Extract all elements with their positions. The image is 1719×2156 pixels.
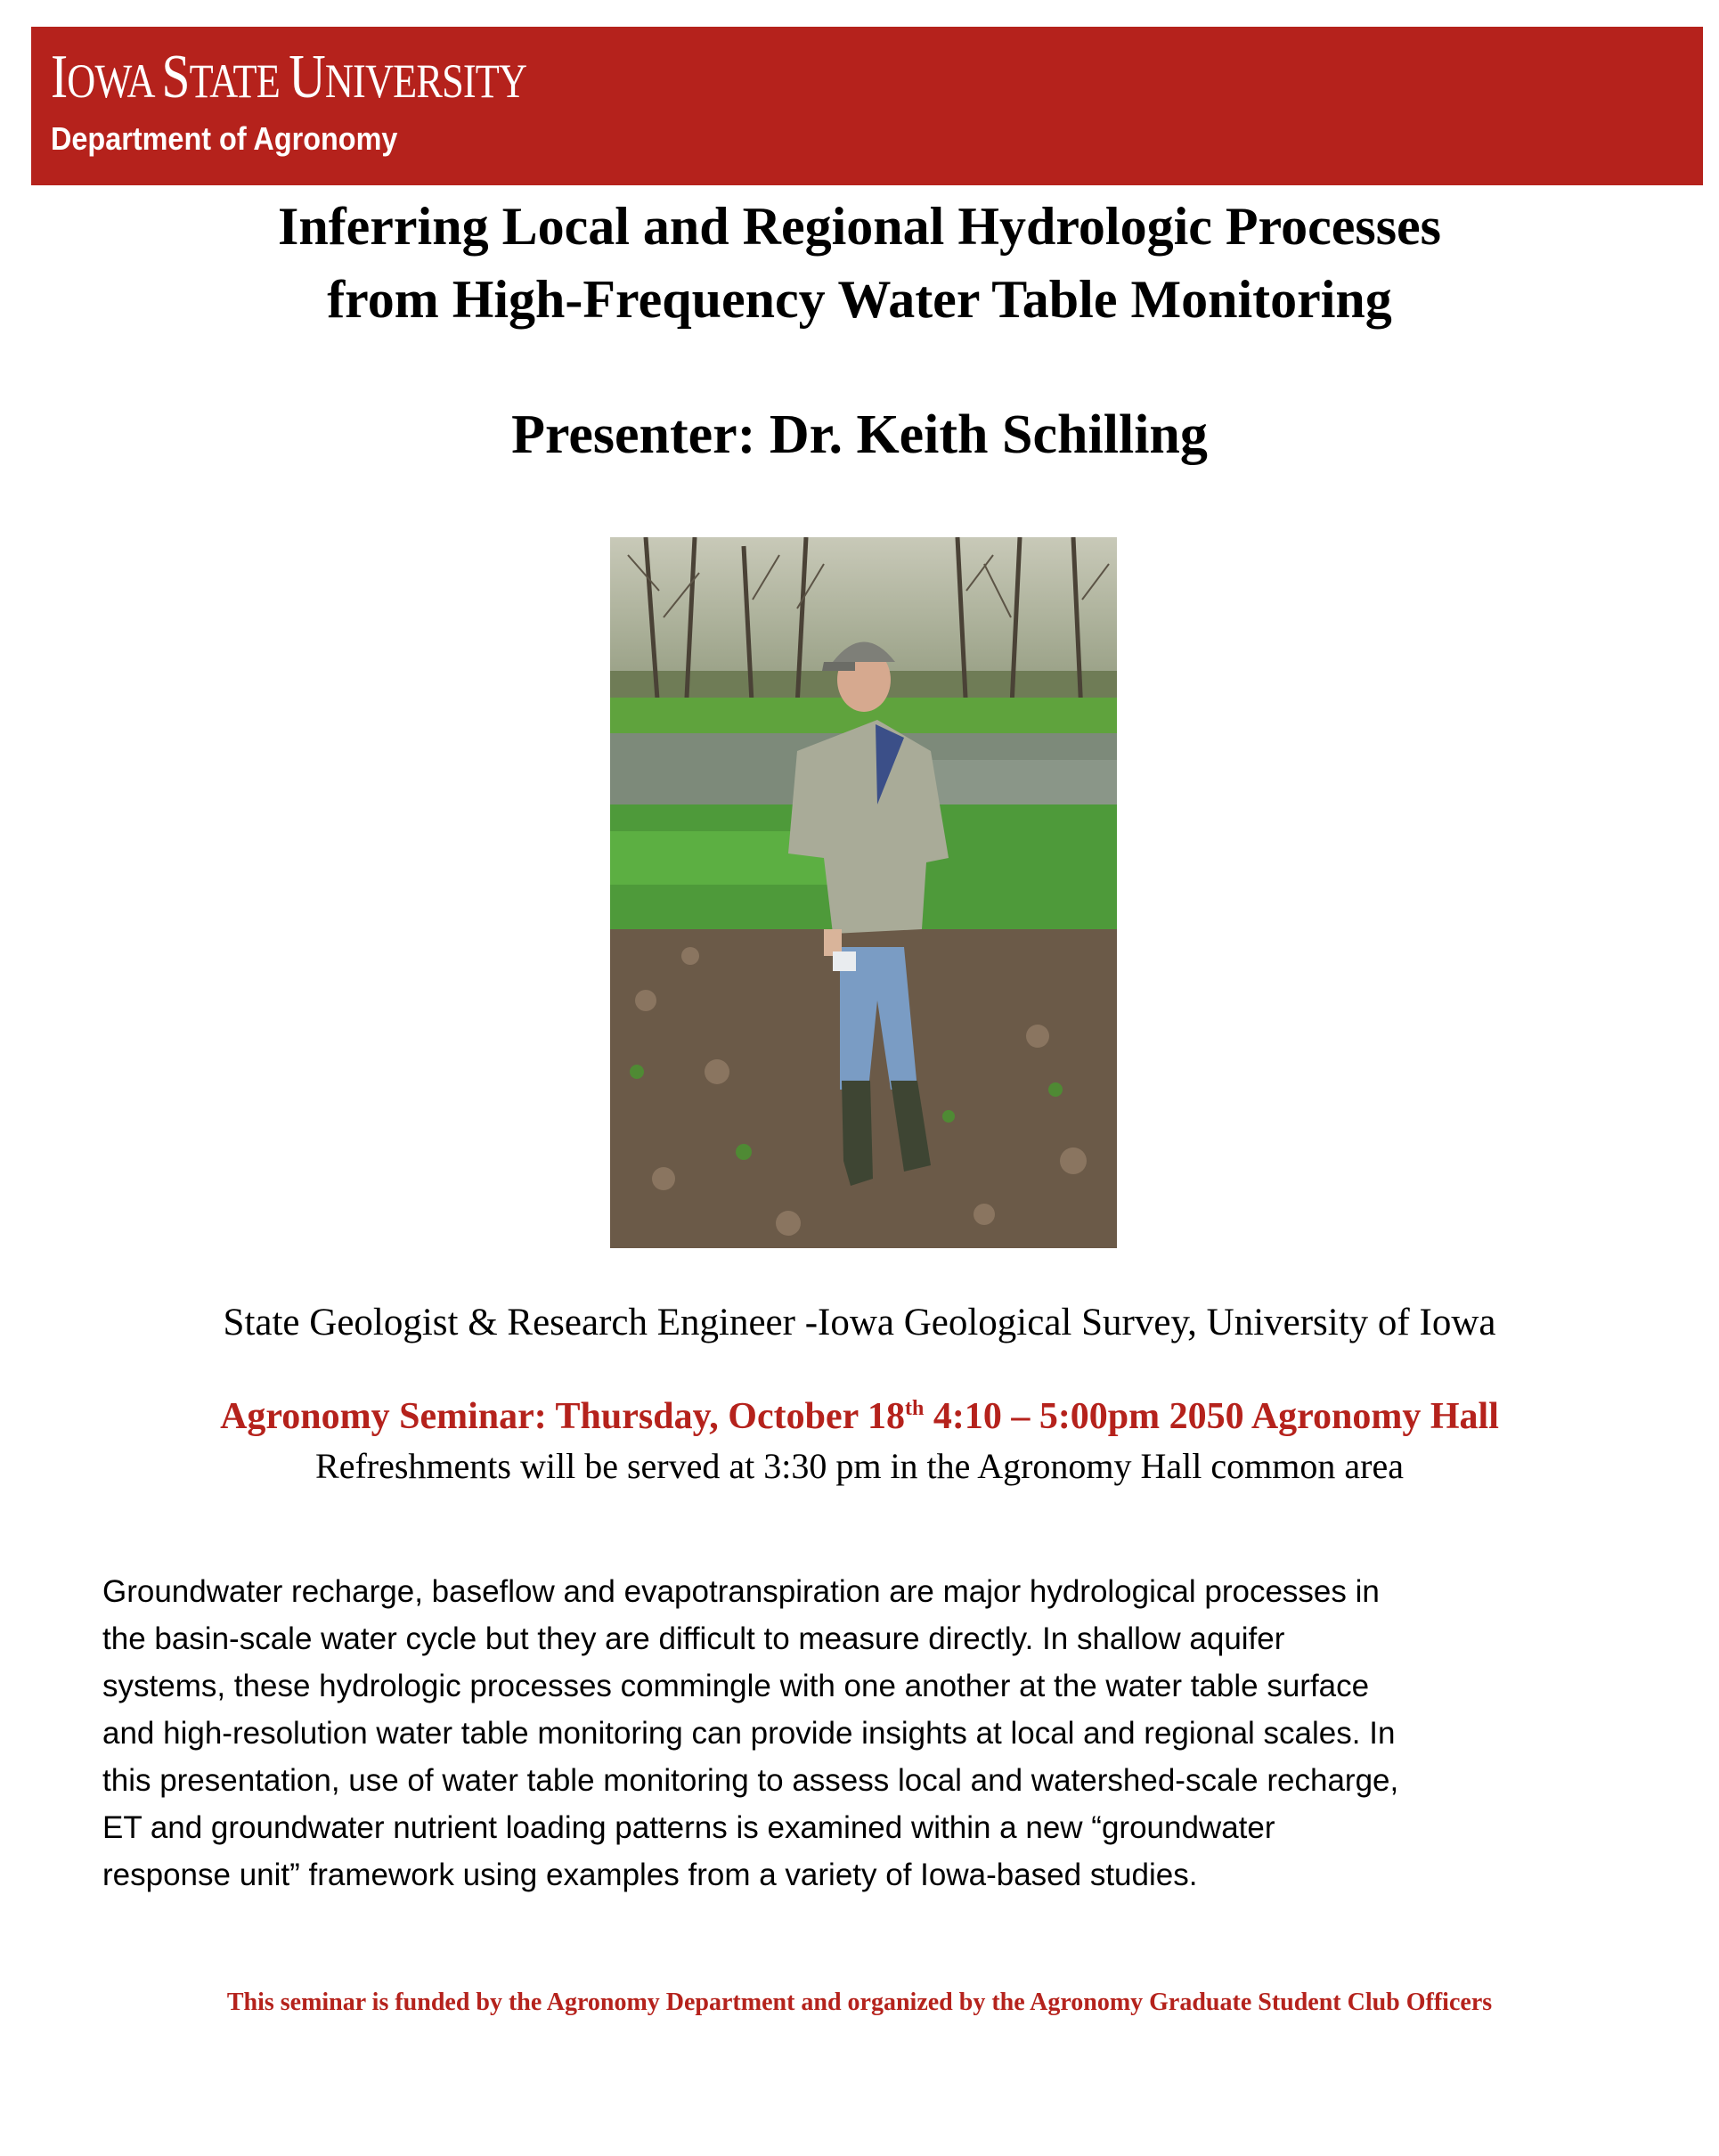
university-logo-text: IOWA STATE UNIVERSITY <box>51 43 527 111</box>
seminar-datetime-location: Agronomy Seminar: Thursday, October 18th 4:10 – 5:00pm 2050 Agronomy Hall <box>220 1396 1499 1437</box>
presenter-photo-illustration <box>610 537 1117 1248</box>
abstract-line: and high-resolution water table monitoring can provide insights at local and regional scales. In <box>102 1716 1396 1751</box>
abstract-line: the basin-scale water cycle but they are difficult to measure directly. In shallow aquifer <box>102 1621 1285 1656</box>
header-banner <box>31 27 1703 185</box>
seminar-title <box>0 190 1719 336</box>
abstract-line: this presentation, use of water table monitoring to assess local and watershed-scale recharge, <box>102 1763 1399 1798</box>
abstract-line: response unit” framework using examples from a variety of Iowa-based studies. <box>102 1858 1198 1892</box>
abstract-line: Groundwater recharge, baseflow and evapotranspiration are major hydrological processes in <box>102 1574 1380 1609</box>
presenter-name: Presenter: Dr. Keith Schilling <box>511 404 1208 465</box>
abstract-line: systems, these hydrologic processes commingle with one another at the water table surface <box>102 1669 1370 1703</box>
funding-footer: This seminar is funded by the Agronomy Department and organized by the Agronomy Graduate Student Club Officers <box>226 1989 1493 2016</box>
presenter-affiliation: State Geologist & Research Engineer -Iowa Geological Survey, University of Iowa <box>223 1302 1496 1343</box>
presenter-photo <box>610 537 1117 1248</box>
seminar-title-line-2: from High-Frequency Water Table Monitoring <box>327 270 1392 329</box>
seminar-title-line-1: Inferring Local and Regional Hydrologic Processes <box>277 197 1442 256</box>
abstract-paragraph <box>102 1568 1617 1899</box>
department-name: Department of Agronomy <box>51 120 398 157</box>
refreshments-note: Refreshments will be served at 3:30 pm in the Agronomy Hall common area <box>315 1446 1404 1486</box>
abstract-line: ET and groundwater nutrient loading patterns is examined within a new “groundwater <box>102 1810 1275 1845</box>
